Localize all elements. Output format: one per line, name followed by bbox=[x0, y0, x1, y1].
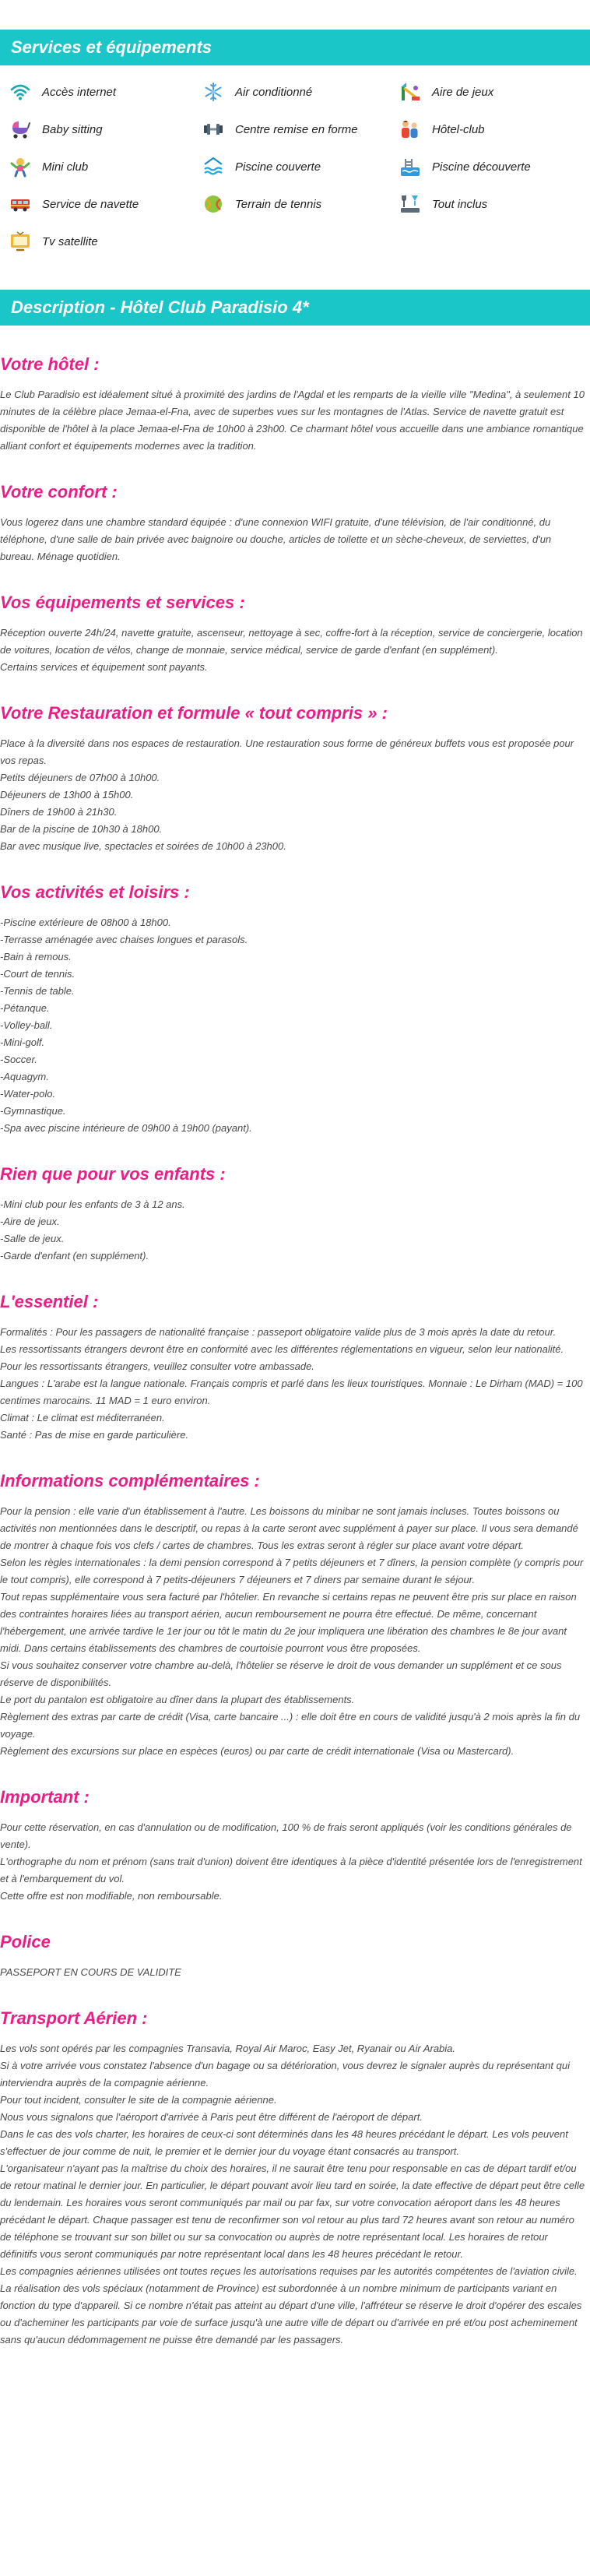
shuttle-bus-icon bbox=[8, 192, 33, 216]
text-line: Petits déjeuners de 07h00 à 10h00. bbox=[0, 772, 160, 783]
text-line: -Terrasse aménagée avec chaises longues et parasols. bbox=[0, 934, 248, 945]
service-item-all-inclusive bbox=[398, 188, 590, 220]
text-line: Si à votre arrivée vous constatez l'absence d'un bagage ou sa détérioration, vous devrez le signaler auprès du représentant qui interviendra auprès de la compagnie aérienne. bbox=[0, 2060, 570, 2089]
service-item-tennis bbox=[201, 188, 398, 220]
service-item-playground bbox=[398, 76, 590, 107]
text-line: PASSEPORT EN COURS DE VALIDITE bbox=[0, 1966, 181, 1978]
section-title: Informations complémentaires : bbox=[0, 1471, 260, 1490]
text-line: -Mini-golf. bbox=[0, 1036, 45, 1048]
section bbox=[0, 481, 590, 565]
text-line: -Pétanque. bbox=[0, 1002, 50, 1014]
text-line: -Court de tennis. bbox=[0, 968, 76, 980]
text-line: Pour tout incident, consulter le site de la compagnie aérienne. bbox=[0, 2094, 277, 2106]
section-title: Vos activités et loisirs : bbox=[0, 882, 190, 902]
section-text bbox=[0, 1324, 587, 1444]
text-line: -Volley-ball. bbox=[0, 1019, 53, 1031]
text-line: Selon les règles internationales : la demi pension correspond à 7 petits déjeuners et 7 dîners, la pension complète (y compris pour le tout compris), elle correspond à 7 petits-déjeuners 7 déjeuners et 7 diners par semaine durant le séjour. bbox=[0, 1557, 584, 1585]
section bbox=[0, 1470, 590, 1760]
section bbox=[0, 1931, 590, 1981]
section-text bbox=[0, 735, 587, 855]
section bbox=[0, 1291, 590, 1444]
text-line: Le port du pantalon est obligatoire au dîner dans la plupart des établissements. bbox=[0, 1694, 355, 1705]
service-label: Aire de jeux bbox=[432, 85, 494, 99]
text-line: Nous vous signalons que l'aéroport d'arrivée à Paris peut être différent de l'aéroport de départ. bbox=[0, 2111, 423, 2123]
text-line: -Mini club pour les enfants de 3 à 12 ans. bbox=[0, 1198, 185, 1210]
section-text bbox=[0, 914, 587, 1137]
text-line: -Tennis de table. bbox=[0, 985, 75, 997]
section-text bbox=[0, 514, 587, 565]
family-icon bbox=[398, 117, 423, 142]
section-text bbox=[0, 386, 587, 455]
service-label: Mini club bbox=[42, 160, 89, 174]
text-line: Déjeuners de 13h00 à 15h00. bbox=[0, 789, 134, 801]
text-line: Pour la pension : elle varie d'un établissement à l'autre. Les boissons du minibar ne sont jamais incluses. Toutes boissons ou activités non mentionnées dans le descriptif, ou repas à la carte seront avec supplément à payer sur place. Il vous sera demandé de montrer à chaque fois vos clefs / cartes de chambres. Tous les extras seront à régler sur place avant votre départ. bbox=[0, 1505, 578, 1551]
service-label: Baby sitting bbox=[42, 122, 103, 136]
services-header: Services et équipements bbox=[0, 30, 590, 65]
text-line: Langues : L'arabe est la langue nationale. Français compris et parlé dans les lieux touristiques. Monnaie : Le Dirham (MAD) = 100 centimes marocains. 11 MAD = 1 euro environ. bbox=[0, 1378, 583, 1406]
snowflake-icon bbox=[201, 79, 226, 104]
section-title: Police bbox=[0, 1932, 51, 1951]
section-title: Transport Aérien : bbox=[0, 2008, 148, 2028]
outdoor-pool-icon bbox=[398, 154, 423, 179]
section-title: Votre hôtel : bbox=[0, 354, 100, 374]
section-title: L'essentiel : bbox=[0, 1292, 99, 1311]
text-line: Santé : Pas de mise en garde particulière. bbox=[0, 1429, 189, 1441]
section-title: Votre Restauration et formule « tout compris » : bbox=[0, 703, 388, 723]
service-item-aircon bbox=[201, 76, 398, 107]
indoor-pool-icon bbox=[201, 154, 226, 179]
text-line: -Bain à remous. bbox=[0, 951, 72, 962]
service-label: Piscine découverte bbox=[432, 160, 531, 174]
section bbox=[0, 702, 590, 855]
text-line: Les compagnies aériennes utilisées ont toutes reçues les autorisations requises par les autorités compétentes de l'aviation civile. bbox=[0, 2265, 578, 2277]
description-body bbox=[0, 354, 590, 2349]
service-label: Accès internet bbox=[42, 85, 117, 99]
text-line: -Aquagym. bbox=[0, 1071, 49, 1082]
section-text bbox=[0, 625, 587, 676]
text-line: -Spa avec piscine intérieure de 09h00 à 19h00 (payant). bbox=[0, 1122, 252, 1134]
service-label: Terrain de tennis bbox=[235, 197, 322, 211]
section bbox=[0, 1163, 590, 1265]
service-label: Service de navette bbox=[42, 197, 139, 211]
text-line: Place à la diversité dans nos espaces de restauration. Une restauration sous forme de généreux buffets vous est proposée pour vos repas. bbox=[0, 737, 574, 766]
service-item-mini-club bbox=[8, 151, 201, 182]
text-line: Climat : Le climat est méditerranéen. bbox=[0, 1412, 165, 1423]
text-line: Si vous souhaitez conserver votre chambre au-delà, l'hôtelier se réserve le droit de vous demander un supplément et ce sous réserve de disponibilités. bbox=[0, 1659, 562, 1688]
dumbbell-icon bbox=[201, 117, 226, 142]
section bbox=[0, 2008, 590, 2349]
child-icon bbox=[8, 154, 33, 179]
text-line: Pour les ressortissants étrangers, veuillez consulter votre ambassade. bbox=[0, 1360, 314, 1372]
text-line: Certains services et équipement sont payants. bbox=[0, 661, 208, 673]
service-label: Tout inclus bbox=[432, 197, 488, 211]
text-line: Tout repas supplémentaire vous sera facturé par l'hôtelier. En revanche si certains repas ne peuvent être pris sur place en raison des contraintes horaires liées au transport aérien, aucun remboursement ne pourra être effectué. De même, concernant l'hébergement, une arrivée tardive le 1er jour ou tôt le matin du 2e jour impliquera une libération des chambres le 8e jour avant midi. Dans certains établissements des chambres de courtoisie pourront vous être proposées. bbox=[0, 1591, 577, 1654]
all-inclusive-icon bbox=[398, 192, 423, 216]
text-line: -Salle de jeux. bbox=[0, 1233, 65, 1244]
baby-stroller-icon bbox=[8, 117, 33, 142]
text-line: Formalités : Pour les passagers de nationalité française : passeport obligatoire valide plus de 3 mois après la date du retour. bbox=[0, 1326, 557, 1338]
text-line: -Piscine extérieure de 08h00 à 18h00. bbox=[0, 917, 171, 928]
section-title: Rien que pour vos enfants : bbox=[0, 1164, 226, 1184]
section-title: Votre confort : bbox=[0, 482, 118, 501]
section bbox=[0, 1786, 590, 1905]
text-line: Les vols sont opérés par les compagnies Transavia, Royal Air Maroc, Easy Jet, Ryanair ou Air Arabia. bbox=[0, 2043, 456, 2054]
text-line: Cette offre est non modifiable, non remboursable. bbox=[0, 1890, 223, 1902]
section-text bbox=[0, 1196, 587, 1265]
service-label: Tv satellite bbox=[42, 234, 98, 248]
section-title: Vos équipements et services : bbox=[0, 593, 245, 612]
playground-icon bbox=[398, 79, 423, 104]
service-item-fitness bbox=[201, 114, 398, 145]
text-line: Dans le cas des vols charter, les horaires de ceux-ci sont déterminés dans les 48 heures précédant le départ. Les vols peuvent s'effectuer de jour comme de nuit, le premier et le dernier jour du voyage étant consacrés au transport. bbox=[0, 2128, 568, 2157]
text-line: Dîners de 19h00 à 21h30. bbox=[0, 806, 118, 818]
text-line: -Soccer. bbox=[0, 1054, 37, 1065]
section-text bbox=[0, 1819, 587, 1905]
text-line: Le Club Paradisio est idéalement situé à proximité des jardins de l'Agdal et les remparts de la vieille ville "Medina", à seulement 10 minutes de la célèbre place Jemaa-el-Fna, avec de superbes vues sur les montagnes de l'Atlas. Service de navette gratuit est disponible de l'hôtel à la place Jemaa-el-Fna de 10h00 à 23h00. Ce charmant hôtel vous accueille dans une ambiance romantique alliant confort et équipements modernes avec la tradition. bbox=[0, 389, 585, 452]
service-label: Air conditionné bbox=[235, 85, 313, 99]
text-line: Vous logerez dans une chambre standard équipée : d'une connexion WIFI gratuite, d'une télévision, de l'air conditionné, du téléphone, d'une salle de bain privée avec baignoire ou douche, articles de toilette et un sèche-cheveux, de serviettes, d'un bureau. Ménage quotidien. bbox=[0, 516, 552, 562]
text-line: -Water-polo. bbox=[0, 1088, 56, 1100]
section-title: Important : bbox=[0, 1787, 90, 1807]
services-grid bbox=[0, 65, 590, 257]
service-item-baby-sitting bbox=[8, 114, 201, 145]
service-item-indoor-pool bbox=[201, 151, 398, 182]
section bbox=[0, 882, 590, 1137]
description-header: Description - Hôtel Club Paradisio 4* bbox=[0, 290, 590, 326]
text-line: -Aire de jeux. bbox=[0, 1216, 60, 1227]
service-label: Piscine couverte bbox=[235, 160, 321, 174]
text-line: La réalisation des vols spéciaux (notamment de Province) est subordonnée à un nombre minimum de participants variant en fonction du type d'appareil. Si ce nombre n'était pas atteint au départ d'une ville, l'affréteur se réserve le droit d'opérer des escales ou d'acheminer les participants par voie de surface jusqu'à une autre ville de départ ou d'arrivée en pré et/ou post acheminement sans qu'aucun dédommagement ne puisse être demandé par les passagers. bbox=[0, 2282, 582, 2345]
service-label: Centre remise en forme bbox=[235, 122, 358, 136]
tv-icon bbox=[8, 229, 33, 254]
section bbox=[0, 354, 590, 455]
service-item-hotel-club bbox=[398, 114, 590, 145]
wifi-icon bbox=[8, 79, 33, 104]
service-item-shuttle bbox=[8, 188, 201, 220]
text-line: -Gymnastique. bbox=[0, 1105, 66, 1117]
text-line: Les ressortissants étrangers devront être en conformité avec les différentes réglementations en vigueur, selon leur nationalité. bbox=[0, 1343, 564, 1355]
section-text bbox=[0, 2040, 587, 2349]
service-label: Hôtel-club bbox=[432, 122, 485, 136]
section-text bbox=[0, 1964, 587, 1981]
section bbox=[0, 592, 590, 676]
section-text bbox=[0, 1503, 587, 1760]
text-line: Réception ouverte 24h/24, navette gratuite, ascenseur, nettoyage à sec, coffre-fort à la réception, service de conciergerie, location de voitures, location de vélos, change de monnaie, service médical, service de garde d'enfant (en supplément). bbox=[0, 627, 583, 656]
text-line: Règlement des excursions sur place en espèces (euros) ou par carte de crédit internationale (Visa ou Mastercard). bbox=[0, 1745, 514, 1757]
text-line: -Garde d'enfant (en supplément). bbox=[0, 1250, 149, 1262]
text-line: Bar avec musique live, spectacles et soirées de 10h00 à 23h00. bbox=[0, 840, 286, 852]
service-item-outdoor-pool bbox=[398, 151, 590, 182]
text-line: Pour cette réservation, en cas d'annulation ou de modification, 100 % de frais seront appliqués (voir les conditions générales de vente). bbox=[0, 1821, 572, 1850]
text-line: Règlement des extras par carte de crédit (Visa, carte bancaire ...) : elle doit être en cours de validité jusqu'à 2 mois après la fin du voyage. bbox=[0, 1711, 581, 1740]
text-line: L'organisateur n'ayant pas la maîtrise du choix des horaires, il ne saurait être tenu pour responsable en cas de départ tardif et/ou de retour matinal le dernier jour. En particulier, le départ pouvant avoir lieu tard en soirée, la date effective de départ peut être celle du lendemain. Les horaires vous seront communiqués par mail ou par fax, sur votre convocation aéroport dans les 48 heures précédant le départ. Chaque passager est tenu de reconfirmer son vol retour au plus tard 72 heures avant son retour au numéro de téléphone se trouvant sur son billet ou sur sa convocation ou auprès de notre représentant local. Les horaires de retour définitifs vous seront communiqués par notre représentant local dans les 48 heures précédant le retour. bbox=[0, 2163, 585, 2260]
tennis-ball-icon bbox=[201, 192, 226, 216]
service-item-tv bbox=[8, 226, 201, 257]
service-item-internet bbox=[8, 76, 201, 107]
text-line: L'orthographe du nom et prénom (sans trait d'union) doivent être identiques à la pièce d'identité présentée lors de l'enregistrement et à l'embarquement du vol. bbox=[0, 1856, 582, 1884]
text-line: Bar de la piscine de 10h30 à 18h00. bbox=[0, 823, 163, 835]
